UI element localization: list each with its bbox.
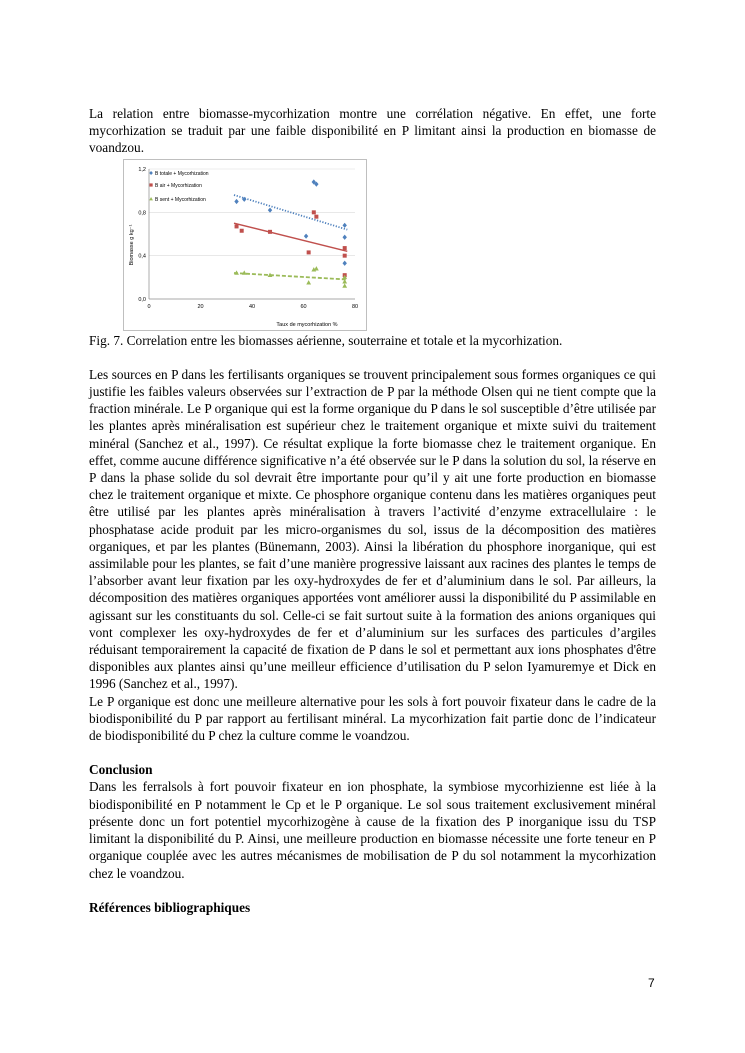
figure-7 — [123, 159, 367, 331]
data-point-series-2 — [312, 210, 316, 214]
y-tick-label: 0,4 — [138, 253, 146, 260]
data-point-series-2 — [235, 224, 239, 228]
page-number: 7 — [648, 976, 655, 990]
data-point-series-2 — [307, 250, 311, 254]
x-tick-label: 60 — [300, 303, 307, 310]
x-axis-label: Taux de mycorhization % — [276, 321, 338, 328]
y-tick-label: 1,2 — [138, 166, 146, 173]
data-point-series-2 — [268, 229, 272, 233]
x-tick-label: 40 — [248, 303, 256, 310]
main-paragraph-2: Le P organique est donc une meilleure alternative pour les sols à fort pouvoir fixateur dans le cadre de la biodisponibilité du P par rapport au fertilisant minéral. La mycorhization fait partie donc de l’indicateur de biodisponibilité du P chez la culture comme le voandzou. — [89, 693, 656, 744]
legend-label-series-2: B air + Mycorhization — [155, 182, 202, 189]
data-point-series-2 — [343, 246, 347, 250]
document-page — [89, 105, 656, 916]
legend-label-series-1: B totale + Mycorhization — [155, 170, 209, 177]
x-tick-label: 20 — [197, 303, 204, 310]
conclusion-heading: Conclusion — [89, 762, 153, 778]
conclusion-paragraph: Dans les ferralsols à fort pouvoir fixateur en ion phosphate, la symbiose mycorhizienne est liée à la biodisponibilité en P notamment le Cp et le P organique. Le sol sous traitement exclusivement minéral présente donc un fort potentiel mycorhizogène à cause de la fixation des P inorganique issu du TSP limitant la disponibilité du P. Ainsi, une meilleure production en biomasse nécessite une forte teneur en P organique couplée avec les autres mécanismes de mobilisation de P du sol notamment la mycorhization chez le voandzou. — [89, 779, 656, 881]
biomass-mycorhization-chart — [123, 159, 367, 331]
data-point-series-2 — [343, 253, 347, 257]
data-point-series-2 — [314, 214, 318, 218]
intro-paragraph: La relation entre biomasse-mycorhization montre une corrélation négative. En effet, une forte mycorhization se traduit par une faible disponibilité en P limitant ainsi la production en biomasse de voandzou. — [89, 106, 656, 156]
main-paragraph-1: Les sources en P dans les fertilisants organiques se trouvent principalement sous formes organiques ce qui justifie les faibles valeurs observées sur l’extraction de P par la méthode Olsen qui ne tient compte que la fraction minérale. Le P organique qui est la forme organique du P dans le sol susceptible d’être utilisée par les plantes après minéralisation est supérieur chez le traitement organique et mixte suivi du traitement minéral (Sanchez et al., 1997). Ce résultat explique la forte biomasse chez le traitement organique. En effet, comme aucune différence significative n’a été observée sur le P dans la solution du sol, la réserve en P dans la phase solide du sol devrait être importante pour qu’il y ait une forte production en biomasse chez le traitement organique et mixte. Ce phosphore organique contenu dans les matières organiques peut être utilisé par les plantes après minéralisation à travers l’activité d’enzyme extracellulaire : le phosphatase acide produit par les micro-organismes du sol, issus de la décomposition des matières organiques, et par les plantes (Bünemann, 2003). Ainsi la libération du phosphore inorganique, qui est assimilable pour les plantes, se fait d’une manière progressive laissant aux racines des plantes le temps de l’absorber avant leur fixation par les oxy-hydroxydes de fer et d’aluminium dans le sol. Par ailleurs, la décomposition des matières organiques apportées vont améliorer aussi la disponibilité du P assimilable en agissant sur les constituants du sol. Celle-ci se fait surtout suite à la formation des anions organiques qui vont complexer les oxy-hydroxydes de fer et d’aluminium sur les surfaces des particules d’argiles réduisant temporairement la capacité de fixation de P dans le sol et permettant aux ions phosphates d'être disponibles aux plantes ainsi qu’une meilleur efficience d’utilisation du P selon Iyamuremye et Dick en 1996 (Sanchez et al., 1997). — [89, 366, 656, 692]
y-tick-label: 0,8 — [138, 209, 146, 216]
legend-label-series-3: B sent + Mycorhization — [155, 196, 206, 203]
y-axis-label: Biomasse g kg⁻¹ — [129, 224, 135, 266]
references-heading: Références bibliographiques — [89, 899, 251, 915]
x-tick-label: 0 — [147, 303, 151, 310]
data-point-series-2 — [240, 228, 244, 232]
figure-caption: Fig. 7. Correlation entre les biomasses aérienne, souterraine et totale et la mycorhization. — [89, 332, 563, 348]
x-tick-label: 80 — [351, 303, 359, 310]
y-tick-label: 0,0 — [138, 296, 146, 303]
legend-marker-series-2 — [149, 183, 152, 186]
